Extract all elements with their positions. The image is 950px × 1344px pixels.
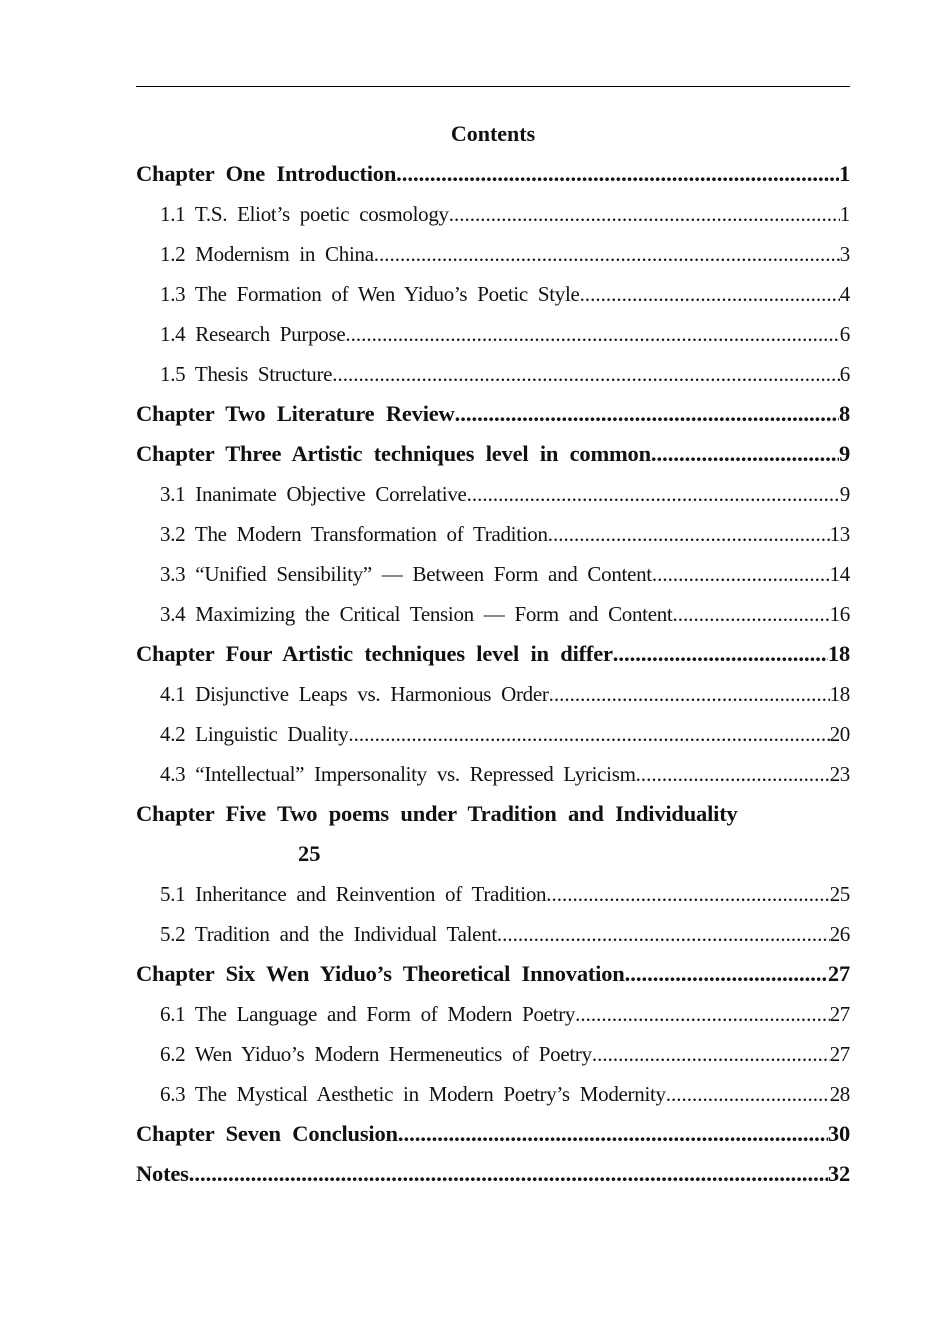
toc-entry-title: Chapter Two Literature Review <box>136 401 455 426</box>
toc-entry-section[interactable] <box>136 234 850 274</box>
dot-leader <box>396 154 839 194</box>
toc-entry-section[interactable] <box>136 874 850 914</box>
contents-heading: Contents <box>450 121 536 146</box>
toc-entry-section[interactable] <box>136 754 850 794</box>
dot-leader <box>189 1154 828 1194</box>
toc-entry-title: Chapter Seven Conclusion <box>136 1121 398 1146</box>
table-of-contents <box>136 154 850 1194</box>
toc-entry-page: 20 <box>829 722 850 746</box>
toc-entry-section[interactable] <box>136 674 850 714</box>
toc-entry-chapter[interactable] <box>136 394 850 434</box>
dot-leader <box>652 554 830 594</box>
dot-leader <box>651 434 839 474</box>
toc-entry-title: Chapter Five Two poems under Tradition and Individuality <box>136 801 738 826</box>
toc-entry-section[interactable] <box>136 594 850 634</box>
dot-leader <box>374 234 840 274</box>
dot-leader <box>549 674 830 714</box>
dot-leader <box>592 1034 830 1074</box>
toc-entry-page: 8 <box>838 401 850 426</box>
toc-entry-chapter[interactable] <box>136 1114 850 1154</box>
toc-entry-title: 1.2 Modernism in China <box>160 242 374 266</box>
toc-entry-title: 1.4 Research Purpose <box>160 322 346 346</box>
toc-entry-page: 18 <box>829 682 850 706</box>
toc-entry-page: 27 <box>827 961 850 986</box>
toc-entry-title: 4.3 “Intellectual” Impersonality vs. Repressed Lyricism <box>160 762 636 786</box>
toc-entry-page: 26 <box>829 922 850 946</box>
toc-entry-page: 6 <box>839 362 850 386</box>
toc-entry-page: 3 <box>839 242 850 266</box>
toc-entry-title: Chapter Six Wen Yiduo’s Theoretical Innovation <box>136 961 625 986</box>
dot-leader <box>449 194 840 234</box>
toc-entry-section[interactable] <box>136 1074 850 1114</box>
toc-entry-page: 1 <box>839 202 850 226</box>
toc-entry-page: 23 <box>829 762 850 786</box>
toc-entry-section[interactable] <box>136 914 850 954</box>
toc-entry-section[interactable] <box>136 354 850 394</box>
toc-entry-title: 3.4 Maximizing the Critical Tension — Form and Content <box>160 602 673 626</box>
toc-entry-title: 1.3 The Formation of Wen Yiduo’s Poetic Style <box>160 282 580 306</box>
dot-leader <box>580 274 840 314</box>
toc-entry-section[interactable] <box>136 554 850 594</box>
dot-leader <box>546 874 829 914</box>
toc-entry-title: Notes <box>136 1161 189 1186</box>
dot-leader <box>332 354 840 394</box>
toc-entry-section[interactable] <box>136 514 850 554</box>
toc-entry-title: 3.3 “Unified Sensibility” — Between Form and Content <box>160 562 652 586</box>
toc-entry-page: 32 <box>827 1161 850 1186</box>
toc-entry-title: 5.1 Inheritance and Reinvention of Tradition <box>160 882 547 906</box>
toc-entry-section[interactable] <box>136 314 850 354</box>
toc-entry-page: 27 <box>829 1042 850 1066</box>
toc-entry-page: 1 <box>838 161 850 186</box>
toc-entry-page: 27 <box>829 1002 850 1026</box>
dot-leader <box>575 994 829 1034</box>
toc-entry-page: 25 <box>298 841 321 866</box>
toc-entry-chapter[interactable] <box>136 634 850 674</box>
toc-entry-page: 6 <box>839 322 850 346</box>
toc-entry-title: Chapter One Introduction <box>136 161 397 186</box>
dot-leader <box>672 594 829 634</box>
toc-entry-chapter[interactable] <box>136 794 850 834</box>
toc-entry-title: 3.2 The Modern Transformation of Tradition <box>160 522 548 546</box>
toc-entry-title: 6.1 The Language and Form of Modern Poetry <box>160 1002 576 1026</box>
toc-entry-page: 9 <box>838 441 850 466</box>
toc-entry-title: 3.1 Inanimate Objective Correlative <box>160 482 467 506</box>
toc-entry-page: 9 <box>839 482 850 506</box>
toc-entry-title: 6.3 The Mystical Aesthetic in Modern Poetry’s Modernity <box>160 1082 666 1106</box>
dot-leader <box>548 514 830 554</box>
dot-leader <box>625 954 828 994</box>
toc-entry-chapter[interactable] <box>136 154 850 194</box>
toc-entry-page: 18 <box>827 641 850 666</box>
toc-entry-title: 4.1 Disjunctive Leaps vs. Harmonious Order <box>160 682 549 706</box>
toc-entry-title: 1.5 Thesis Structure <box>160 362 333 386</box>
toc-entry-page: 4 <box>839 282 850 306</box>
toc-entry-title: 4.2 Linguistic Duality <box>160 722 349 746</box>
toc-entry-section[interactable] <box>136 994 850 1034</box>
toc-entry-page: 25 <box>829 882 850 906</box>
dot-leader <box>497 914 830 954</box>
toc-entry-page: 28 <box>829 1082 850 1106</box>
toc-entry-section[interactable] <box>136 714 850 754</box>
toc-entry-page: 30 <box>827 1121 850 1146</box>
dot-leader <box>613 634 828 674</box>
toc-entry-section[interactable] <box>136 274 850 314</box>
toc-entry-page: 16 <box>829 602 850 626</box>
toc-entry-chapter[interactable] <box>136 434 850 474</box>
toc-entry-page: 13 <box>829 522 850 546</box>
dot-leader <box>345 314 839 354</box>
toc-entry-chapter[interactable] <box>136 1154 850 1194</box>
dot-leader <box>636 754 830 794</box>
toc-entry-title: 1.1 T.S. Eliot’s poetic cosmology <box>160 202 449 226</box>
dot-leader <box>398 1114 828 1154</box>
dot-leader <box>666 1074 830 1114</box>
toc-entry-title: Chapter Four Artistic techniques level in differ <box>136 641 613 666</box>
toc-entry-title: 6.2 Wen Yiduo’s Modern Hermeneutics of Poetry <box>160 1042 592 1066</box>
toc-entry-section[interactable] <box>136 194 850 234</box>
toc-entry-title: 5.2 Tradition and the Individual Talent <box>160 922 497 946</box>
dot-leader <box>455 394 839 434</box>
toc-entry-section[interactable] <box>136 1034 850 1074</box>
toc-entry-section[interactable] <box>136 474 850 514</box>
toc-entry-page: 14 <box>829 562 850 586</box>
toc-entry-title: Chapter Three Artistic techniques level in common <box>136 441 651 466</box>
header-rule <box>136 86 850 87</box>
dot-leader <box>348 714 829 754</box>
dot-leader <box>467 474 840 514</box>
toc-entry-chapter[interactable] <box>136 954 850 994</box>
